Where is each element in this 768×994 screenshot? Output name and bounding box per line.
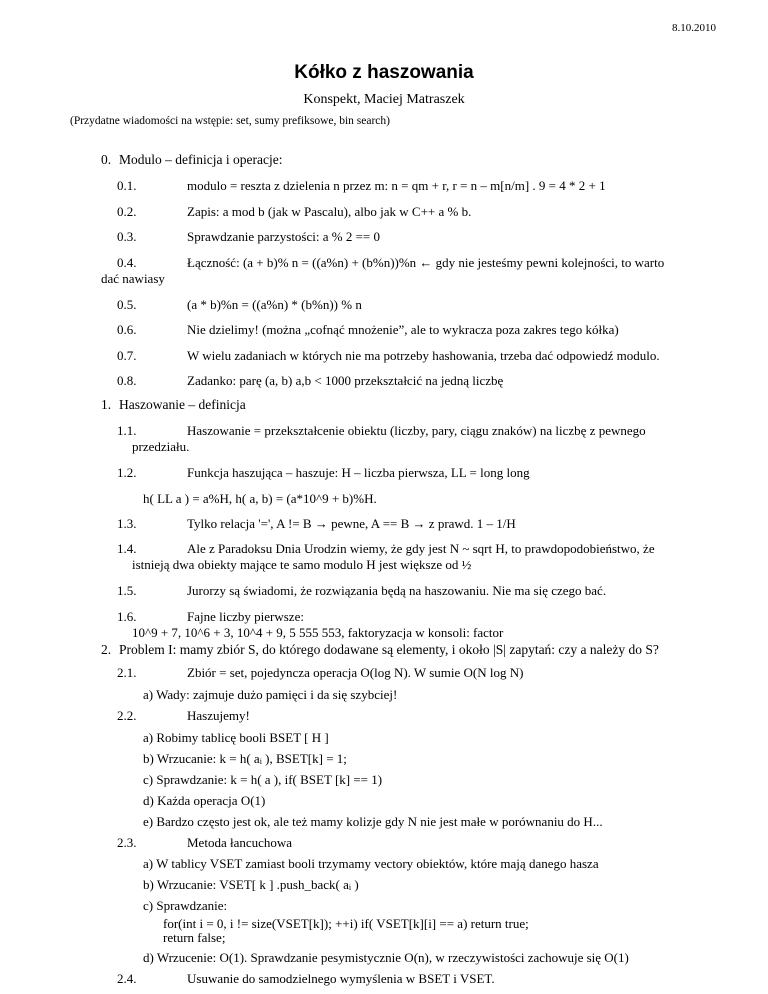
- item-text: Jurorzy są świadomi, że rozwiązania będą na haszowaniu. Nie ma się czego bać.: [187, 583, 607, 598]
- item-number: 0.5.: [117, 297, 137, 312]
- item-number: 1.5.: [117, 583, 137, 598]
- section-2-heading: [101, 642, 659, 658]
- sub-item: [143, 856, 599, 872]
- item-text: Zbiór = set, pojedyncza operacja O(log N). W sumie O(N log N): [187, 665, 524, 680]
- sub-item-label: a): [143, 856, 154, 871]
- sub-item: [143, 793, 265, 809]
- item-text: Haszowanie = przekształcenie obiektu (liczby, pary, ciągu znaków) na liczbę z pewnego: [187, 423, 646, 438]
- sub-item: [143, 751, 347, 767]
- section-title: Haszowanie – definicja: [119, 397, 246, 412]
- item-text: Ale z Paradoksu Dnia Urodzin wiemy, że gdy jest N ~ sqrt H, to prawdopodobieństwo, że: [187, 541, 655, 556]
- item-text: (a * b)%n = ((a%n) * (b%n)) % n: [187, 297, 362, 312]
- sub-item-label: d): [143, 793, 154, 808]
- code-line: return false;: [163, 930, 226, 945]
- sub-item-text: Każda operacja O(1): [157, 793, 266, 808]
- item-continuation: istnieją dwa obiekty mające te samo modulo H jest większe od ½: [132, 557, 472, 572]
- item-number: 1.6.: [117, 609, 137, 624]
- subtitle: Konspekt, Maciej Matraszek: [303, 92, 465, 107]
- sub-item-text: Sprawdzanie: k = h( a ), if( BSET [k] == 1): [156, 772, 383, 787]
- item-number: 1.3.: [117, 516, 137, 531]
- item-text: Sprawdzanie parzystości: a % 2 == 0: [187, 229, 380, 244]
- prerequisites: (Przydatne wiadomości na wstępie: set, sumy prefiksowe, bin search): [70, 115, 390, 127]
- section-0-heading: [101, 152, 282, 168]
- date: 8.10.2010: [672, 22, 716, 34]
- section-number: 1.: [101, 397, 112, 412]
- item-text: modulo = reszta z dzielenia n przez m: n = qm + r, r = n – m[n/m] . 9 = 4 * 2 + 1: [187, 178, 606, 193]
- sub-item: [143, 898, 227, 914]
- item-text: Metoda łancuchowa: [187, 835, 293, 850]
- sub-item: [143, 687, 397, 703]
- sub-item: [143, 814, 603, 830]
- item-number: 1.2.: [117, 465, 137, 480]
- sub-item: [143, 877, 359, 893]
- item-text: Haszujemy!: [187, 708, 250, 723]
- section-1-heading: [101, 397, 246, 413]
- code-block: [163, 917, 529, 945]
- sub-item-text: Wrzucanie: k = h( $a_i$ ), BSET[k] = 1;: [156, 751, 347, 766]
- item-number: 0.4.: [117, 255, 137, 270]
- item-text: Fajne liczby pierwsze:: [187, 609, 304, 624]
- sub-item-text: Wady: zajmuje dużo pamięci i da się szybciej!: [156, 687, 398, 702]
- item-number: 0.1.: [117, 178, 137, 193]
- section-number: 0.: [101, 152, 112, 167]
- sub-item-text: Robimy tablicę booli BSET [ H ]: [156, 730, 329, 745]
- code-line: for(int i = 0, i != size(VSET[k]); ++i) if( VSET[k][i] == a) return true;: [163, 916, 529, 931]
- item-number: 0.7.: [117, 348, 137, 363]
- item-number: 0.6.: [117, 322, 137, 337]
- item-text: Zadanko: parę (a, b) a,b < 1000 przekształcić na jedną liczbę: [187, 373, 504, 388]
- section-title: Modulo – definicja i operacje:: [119, 152, 283, 167]
- sub-item-label: c): [143, 772, 154, 787]
- item-number: 1.4.: [117, 541, 137, 556]
- item-text: W wielu zadaniach w których nie ma potrzeby hashowania, trzeba dać odpowiedź modulo.: [187, 348, 660, 363]
- item-text: Nie dzielimy! (można „cofnąć mnożenie”, ale to wykracza poza zakres tego kółka): [187, 322, 619, 337]
- item-continuation: 10^9 + 7, 10^6 + 3, 10^4 + 9, 5 555 553, faktoryzacja w konsoli: factor: [132, 625, 504, 640]
- sub-item-label: a): [143, 730, 154, 745]
- item-text: Usuwanie do samodzielnego wymyślenia w BSET i VSET.: [187, 971, 495, 986]
- item-text: Zapis: a mod b (jak w Pascalu), albo jak w C++ a % b.: [187, 204, 472, 219]
- item-number: 0.8.: [117, 373, 137, 388]
- item-number: 2.3.: [117, 835, 137, 850]
- sub-item-text: Bardzo często jest ok, ale też mamy kolizje gdy N nie jest małe w porównaniu do H...: [156, 814, 603, 829]
- item-number: 2.2.: [117, 708, 137, 723]
- sub-item: d) Wrzucenie: O(1). Sprawdzanie pesymistycznie O(n), w rzeczywistości zachowuje się O(1): [143, 950, 629, 965]
- item-number: 2.4.: [117, 971, 137, 986]
- item-text: Funkcja haszująca – haszuje: H – liczba pierwsza, LL = long long: [187, 465, 530, 480]
- item-text: Tylko relacja '=', A != B → pewne, A == B → z prawd. 1 – 1/H: [187, 516, 516, 531]
- sub-item-label: e): [143, 814, 154, 829]
- item-continuation: dać nawiasy: [101, 271, 165, 286]
- sub-item-label: c): [143, 898, 154, 913]
- item-text: Łączność: (a + b)% n = ((a%n) + (b%n))%n ← gdy nie jesteśmy pewni kolejności, to warto: [187, 255, 665, 270]
- item-number: 0.2.: [117, 204, 137, 219]
- sub-item-label: b): [143, 877, 154, 892]
- section-number: 2.: [101, 642, 112, 657]
- sub-item-label: b): [143, 751, 154, 766]
- item-continuation: h( LL a ) = a%H, h( a, b) = (a*10^9 + b)%H.: [143, 491, 377, 506]
- sub-item-text: Sprawdzanie:: [156, 898, 228, 913]
- item-number: 2.1.: [117, 665, 137, 680]
- sub-item: [143, 730, 329, 746]
- page-title: Kółko z haszowania: [294, 62, 474, 83]
- item-number: 1.1.: [117, 423, 137, 438]
- sub-item-text: Wrzucanie: VSET[ k ] .push_back( $a_i$ ): [156, 877, 359, 892]
- sub-item-label: a): [143, 687, 154, 702]
- sub-item: [143, 772, 382, 788]
- item-continuation: przedziału.: [132, 439, 190, 454]
- section-title: Problem I: mamy zbiór S, do którego dodawane są elementy, i około |S| zapytań: czy a należy do S?: [119, 642, 659, 657]
- sub-item-text: W tablicy VSET zamiast booli trzymamy vectory obiektów, które mają danego hasza: [156, 856, 599, 871]
- item-number: 0.3.: [117, 229, 137, 244]
